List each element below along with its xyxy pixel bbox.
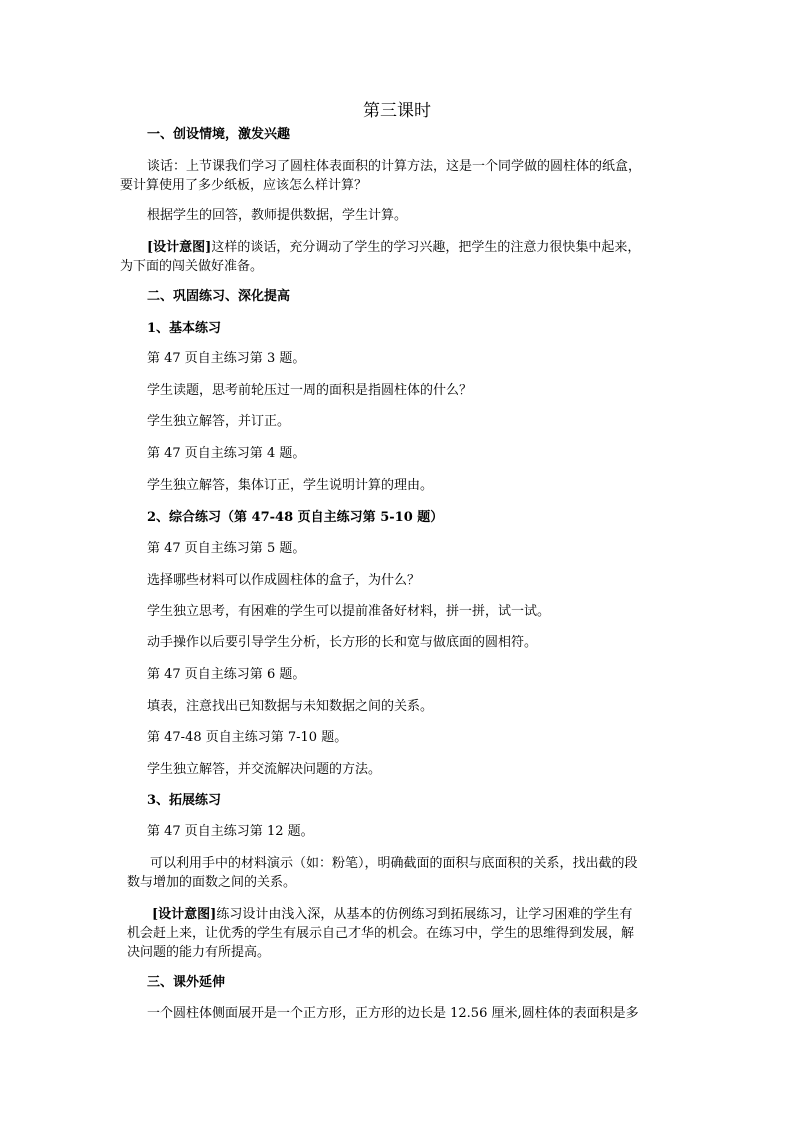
section-1-heading: 一、创设情境，激发兴趣 — [147, 127, 291, 142]
list-item: 学生独立解答，集体订正，学生说明计算的理由。 — [147, 478, 434, 493]
subsection-extension-practice: 3、拓展练习 — [147, 793, 222, 808]
list-item: 第 47 页自主练习第 3 题。 — [147, 351, 306, 366]
design-intent-text: 这样的谈话，充分调动了学生的学习兴趣，把学生的注意力很快集中起来， — [211, 240, 641, 255]
design-intent-1-line-2: 为下面的闯关做好准备。 — [120, 259, 264, 274]
extension-problem-line: 一个圆柱体侧面展开是一个正方形，正方形的边长是 12.56 厘米,圆柱体的表面积是多 — [147, 1006, 639, 1021]
subsection-basic-practice: 1、基本练习 — [147, 321, 222, 336]
list-item: 第 47 页自主练习第 12 题。 — [147, 824, 314, 839]
design-intent-2-line-2: 机会赶上来，让优秀的学生有展示自己才华的机会。在练习中，学生的思维得到发展，解 — [127, 926, 635, 941]
demo-paragraph-line-1: 可以利用手中的材料演示（如：粉笔），明确截面的面积与底面积的关系，找出截的段 — [150, 856, 638, 871]
list-item: 第 47 页自主练习第 5 题。 — [147, 541, 306, 556]
list-item: 学生读题，思考前轮压过一周的面积是指圆柱体的什么？ — [147, 383, 473, 398]
design-intent-text: 练习设计由浅入深，从基本的仿例练习到拓展练习，让学习困难的学生有 — [216, 907, 633, 922]
list-item: 第 47 页自主练习第 4 题。 — [147, 446, 306, 461]
section-2-heading: 二、巩固练习、深化提高 — [147, 289, 291, 304]
list-item: 第 47-48 页自主练习第 7-10 题。 — [147, 730, 348, 745]
subsection-label: 2、综合练习 — [147, 510, 222, 525]
list-item: 动手操作以后要引导学生分析，长方形的长和宽与做底面的圆相符。 — [147, 635, 538, 650]
demo-paragraph-line-2: 数与增加的面数之间的关系。 — [127, 875, 297, 890]
list-item: 填表，注意找出已知数据与未知数据之间的关系。 — [147, 699, 434, 714]
design-intent-tag: [设计意图] — [147, 240, 212, 255]
list-item: 学生独立解答，并订正。 — [147, 414, 291, 429]
intro-paragraph-line-1: 谈话：上节课我们学习了圆柱体表面积的计算方法，这是一个同学做的圆柱体的纸盒， — [147, 159, 642, 174]
subsection-comprehensive-practice — [147, 507, 687, 529]
intro-answer-line: 根据学生的回答，教师提供数据，学生计算。 — [147, 208, 408, 223]
subsection-note: （第 47-48 页自主练习第 5-10 题） — [221, 510, 444, 525]
design-intent-tag: [设计意图] — [152, 907, 217, 922]
list-item: 选择哪些材料可以作成圆柱体的盒子，为什么？ — [147, 573, 421, 588]
design-intent-2-line-3: 决问题的能力有所提高。 — [127, 945, 271, 960]
page-title: 第三课时 — [363, 101, 431, 121]
section-3-heading: 三、课外延伸 — [147, 975, 226, 990]
list-item: 学生独立解答，并交流解决问题的方法。 — [147, 762, 382, 777]
list-item: 第 47 页自主练习第 6 题。 — [147, 667, 306, 682]
list-item: 学生独立思考，有困难的学生可以提前准备好材料，拼一拼，试一试。 — [147, 604, 551, 619]
intro-paragraph-line-2: 要计算使用了多少纸板，应该怎么样计算？ — [120, 178, 368, 193]
